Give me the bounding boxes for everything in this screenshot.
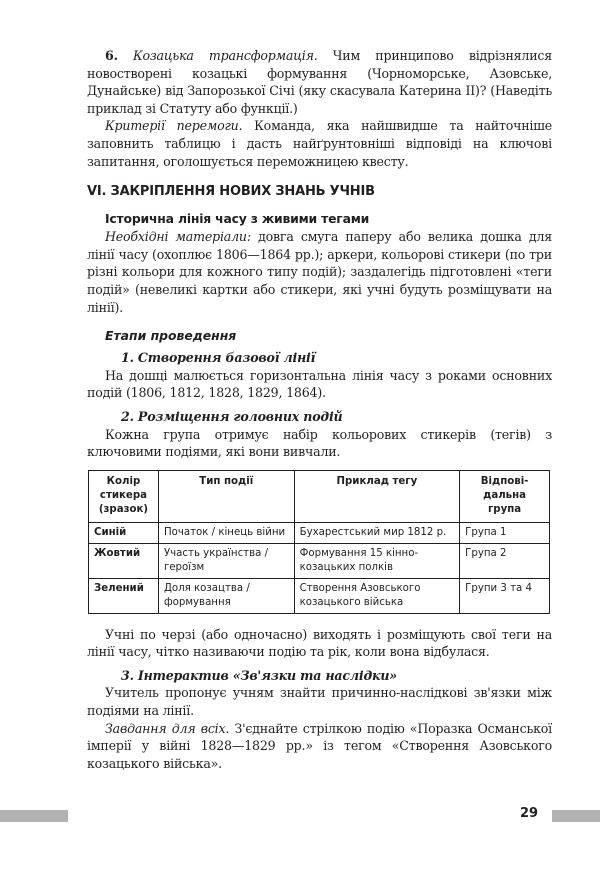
- header-line: Колір: [106, 475, 141, 487]
- criteria-label: Критерії перемоги.: [105, 118, 243, 134]
- section-subtitle: Історична лінія часу з живими тегами: [105, 211, 370, 227]
- header-line: Відпові-: [480, 475, 529, 487]
- cell-example: Створення Азовського козацького війська: [294, 578, 460, 613]
- header-line: Тип події: [199, 475, 254, 487]
- table-header-row: [89, 470, 550, 522]
- header-line: дальна: [483, 489, 527, 501]
- table-row: [89, 578, 550, 613]
- step1-title: 1. Створення базової лінії: [121, 350, 316, 366]
- table-header-type: [158, 470, 294, 522]
- materials-paragraph: [87, 228, 552, 316]
- block6-number: 6.: [105, 48, 118, 63]
- header-line: стикера: [99, 489, 147, 501]
- cell-type: Початок / кінець війни: [158, 522, 294, 543]
- table-row: [89, 543, 550, 578]
- cell-type: Участь українства / героїзм: [158, 543, 294, 578]
- cell-color: Жовтий: [89, 543, 159, 578]
- task-label: Завдання для всіх.: [105, 720, 230, 736]
- header-line: група: [487, 503, 522, 515]
- cell-group: Групи 3 та 4: [460, 578, 550, 613]
- criteria-paragraph: [87, 117, 552, 170]
- table-header-example: [294, 470, 460, 522]
- footer-bar-left: [0, 810, 68, 822]
- cell-group: Група 1: [460, 522, 550, 543]
- step2-text: Кожна група отримує набір кольорових стикерів (тегів) з ключовими подіями, які вони вивчали.: [87, 426, 552, 460]
- block6-paragraph: [87, 47, 552, 117]
- cell-type: Доля козацтва / формування: [158, 578, 294, 613]
- materials-text: довга смуга паперу або велика дошка для лінії часу (охоплює 1806—1864 рр.); аркери, кольорові стикери (по три різні кольори для кожного типу подій); заздалегідь підготовлені «теги подій» (невеликі картки або стикери, які учні будуть розміщувати на лінії).: [87, 229, 552, 315]
- step3-title: 3. Інтерактив «Зв'язки та наслідки»: [121, 667, 397, 683]
- task-paragraph: [87, 720, 552, 773]
- block6-text: Чим принципово відрізнялися новостворені козацькі формування (Чорноморське, Азовське, Дунайське) від Запорозької Січі (яку скасувала Катерина ІІ)? (Наведіть приклад зі Статуту або функції.): [87, 48, 552, 116]
- table-header-color: [89, 470, 159, 522]
- table-header-group: [460, 470, 550, 522]
- stages-title: Етапи проведення: [105, 328, 237, 344]
- after-table-paragraph: Учні по черзі (або одночасно) виходять і розміщують свої теги на лінії часу, чітко називаючи подію та рік, коли вона відбулася.: [87, 626, 552, 660]
- section-title: VI. ЗАКРІПЛЕННЯ НОВИХ ЗНАНЬ УЧНІВ: [87, 184, 375, 200]
- sticker-table: [88, 470, 550, 614]
- cell-example: Бухарестський мир 1812 р.: [294, 522, 460, 543]
- task-text: З'єднайте стрілкою подію «Поразка Османської імперії у війні 1828—1829 рр.» із тегом «Створення Азовського козацького війська».: [87, 720, 552, 771]
- criteria-text: Команда, яка найшвидше та найточніше заповнить таблицю і дасть найґрунтовніші відповіді на ключові запитання, оголошується переможницею квесту.: [87, 118, 553, 169]
- block6-title: Козацька трансформація.: [132, 48, 318, 63]
- step2-title: 2. Розміщення головних подій: [121, 408, 343, 424]
- materials-label: Необхідні матеріали:: [105, 229, 251, 245]
- footer-bar-right: [552, 810, 600, 822]
- page-number: 29: [520, 806, 539, 821]
- cell-color: Синій: [89, 522, 159, 543]
- cell-color: Зелений: [89, 578, 159, 613]
- table-row: [89, 522, 550, 543]
- cell-group: Група 2: [460, 543, 550, 578]
- step3-text: Учитель пропонує учням знайти причинно-наслідкові зв'язки між подіями на лінії.: [87, 685, 552, 719]
- cell-example: Формування 15 кінно-козацьких полків: [294, 543, 460, 578]
- header-line: (зразок): [98, 503, 149, 515]
- header-line: Приклад тегу: [336, 475, 418, 487]
- step1-text: На дошці малюється горизонтальна лінія часу з роками основних подій (1806, 1812, 1828, 1829, 1864).: [87, 367, 552, 401]
